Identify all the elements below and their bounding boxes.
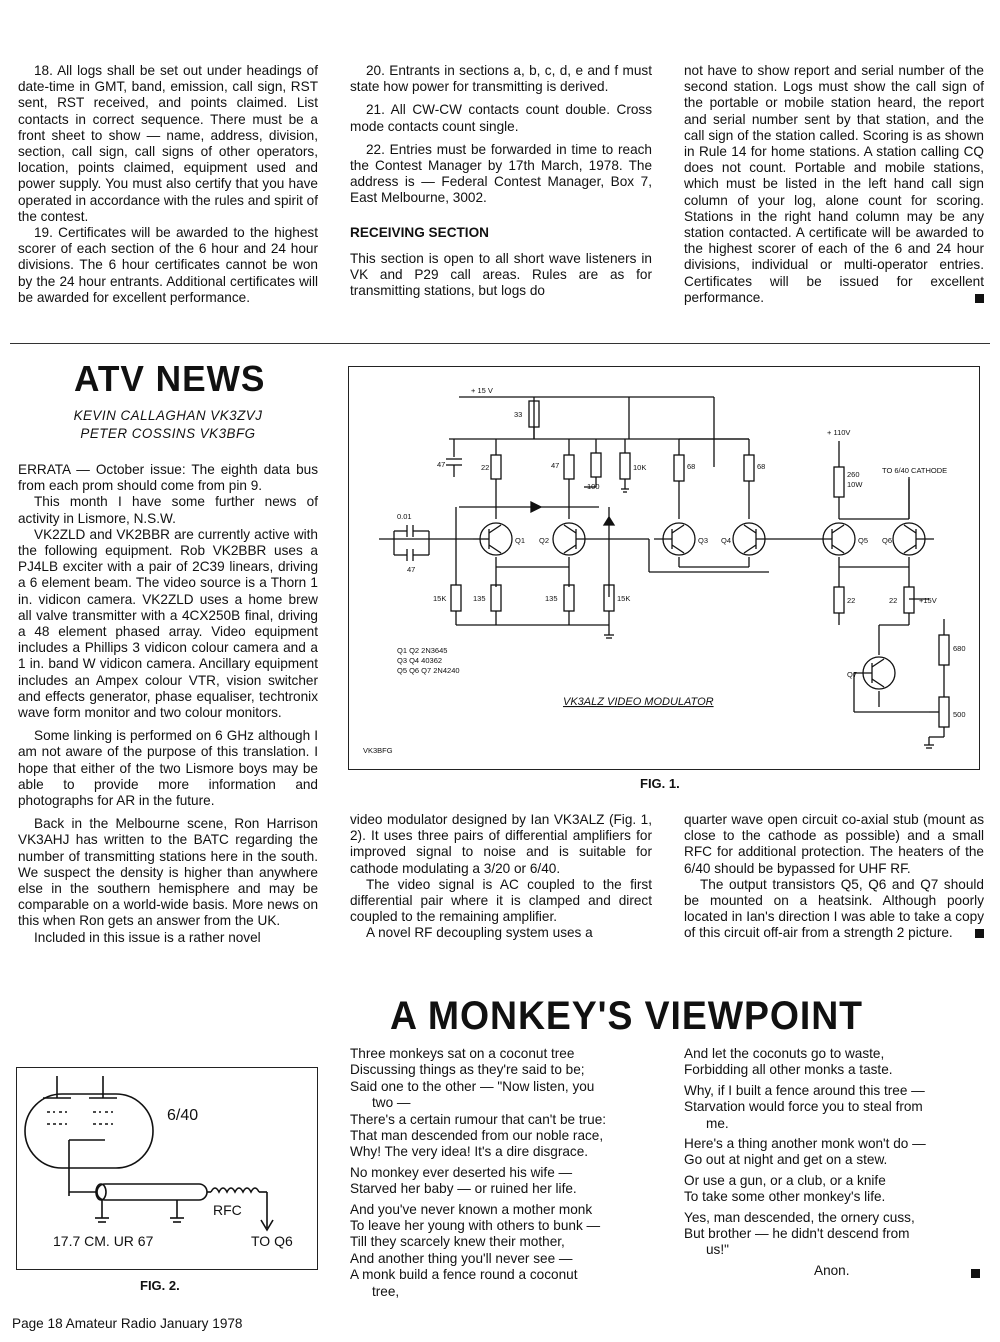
label-r15kb: 15K bbox=[617, 594, 631, 603]
schematic-title: VK3ALZ VIDEO MODULATOR bbox=[563, 696, 714, 708]
poem-stanza bbox=[350, 1165, 655, 1198]
atv-paragraph: The output transistors Q5, Q6 and Q7 should be mounted on a heatsink. Although poorly located in Ian's direction I was able to take a copy of this circuit off-air from a strength 2 picture. bbox=[684, 876, 984, 941]
atv-paragraph: Included in this issue is a rather novel bbox=[34, 929, 261, 945]
monkey-viewpoint-title: A MONKEY'S VIEWPOINT bbox=[390, 994, 863, 1038]
poem-stanza bbox=[684, 1083, 984, 1132]
atv-news-title: ATV NEWS bbox=[74, 358, 266, 399]
label-q1: Q1 bbox=[515, 536, 526, 545]
poem-line: two — bbox=[372, 1095, 411, 1111]
label-q4: Q4 bbox=[721, 536, 732, 545]
poem-stanza bbox=[350, 1046, 655, 1161]
poem-signature: Anon. bbox=[814, 1262, 850, 1278]
poem-line: Discussing things as they're said to be; bbox=[350, 1062, 585, 1078]
transistor-q5 bbox=[814, 523, 855, 555]
label-r135b: 135 bbox=[545, 594, 558, 603]
poem-signature-row bbox=[684, 1263, 984, 1281]
poem-stanza bbox=[684, 1173, 984, 1206]
parts-list-line-3: Q5 Q6 Q7 2N4240 bbox=[397, 666, 460, 675]
label-r33: 33 bbox=[514, 410, 523, 419]
rf-decoupling-diagram bbox=[17, 1068, 316, 1268]
rfc-label: RFC bbox=[213, 1202, 242, 1218]
poem-line: But brother — he didn't descend from bbox=[684, 1226, 910, 1242]
parts-list-line-2: Q3 Q4 40362 bbox=[397, 656, 443, 665]
end-mark-icon bbox=[975, 294, 984, 303]
poem-line: To take some other monkey's life. bbox=[684, 1189, 886, 1205]
resistor-10k bbox=[620, 453, 630, 479]
poem-line: Here's a thing another monk won't do — bbox=[684, 1136, 926, 1152]
atv-paragraph: VK2ZLD and VK2BBR are currently active with the following equipment. Rob VK2BBR uses a PJ4LB exciter with a pair of 2C39 linears, driving a 6 element beam. The video source is a Thorn 1 in. vidicon camera. VK2ZLD uses a home brew all valve transmitter with a 4CX250B final, driving a 48 element phased array. Video equipment includes a Phillips 3 vidicon colour camera and a 1 in. band W vidicon camera. Ancillary equipment includes an Ampex colour VTR, vision switcher and effects generator, phase equaliser, techtronix wave form monitor and two colour monitors. bbox=[18, 526, 318, 721]
label-r22a: 22 bbox=[481, 463, 490, 472]
poem-line: tree, bbox=[372, 1283, 400, 1299]
end-mark-icon bbox=[971, 1269, 980, 1278]
transistor-q7 bbox=[854, 657, 895, 689]
rules-column-1 bbox=[18, 63, 318, 306]
cable-label: 17.7 CM. UR 67 bbox=[53, 1233, 154, 1249]
transistor-q4 bbox=[733, 523, 774, 555]
poem-stanza bbox=[684, 1136, 984, 1169]
poem-line: Starvation would force you to steal from bbox=[684, 1099, 923, 1115]
label-r260: 260 bbox=[847, 470, 860, 479]
resistor-22-c bbox=[904, 587, 914, 613]
label-plus-15v: + 15 V bbox=[471, 386, 493, 395]
label-q5: Q5 bbox=[858, 536, 869, 545]
label-r22c: 22 bbox=[889, 596, 898, 605]
label-r15ka: 15K bbox=[433, 594, 447, 603]
label-q7: Q7 bbox=[847, 670, 858, 679]
label-c47a: 47 bbox=[437, 460, 446, 469]
atv-column-2 bbox=[350, 812, 652, 942]
supply-rail bbox=[449, 397, 749, 467]
rule-22: 22. Entries must be forwarded in time to reach the Contest Manager by 17th March, 1978. The address is — Federal Contest Manager, Box 7, East Melbourne, 3002. bbox=[350, 141, 652, 206]
label-r680: 680 bbox=[953, 644, 966, 653]
poem-line: And another thing you'll never see — bbox=[350, 1250, 573, 1266]
atv-column-3 bbox=[684, 812, 984, 942]
rule-21: 21. All CW-CW contacts count double. Cross mode contacts count single. bbox=[350, 102, 652, 134]
poem-line: me. bbox=[706, 1115, 729, 1131]
label-c47b: 47 bbox=[407, 565, 416, 574]
poem-line: No monkey ever deserted his wife — bbox=[350, 1164, 573, 1180]
poem-line: Till they scarcely knew their mother, bbox=[350, 1234, 565, 1250]
rules-column-2 bbox=[350, 63, 652, 299]
rules-column-3 bbox=[684, 63, 984, 306]
poem-column-2 bbox=[684, 1046, 984, 1281]
figure-1-caption: FIG. 1. bbox=[640, 776, 680, 791]
poem-line: Said one to the other — "Now listen, you bbox=[350, 1078, 595, 1094]
label-q3: Q3 bbox=[698, 536, 709, 545]
to-q6-label: TO Q6 bbox=[251, 1233, 293, 1249]
atv-paragraph: Back in the Melbourne scene, Ron Harrison VK3AHJ has written to the BATC regarding the number of transmitting stations here in the south. We suspect the density is higher than anywhere else in the southern hemisphere and may be comparable on a world-wide basis. More news on this when Ron gets an answer from the UK. bbox=[18, 816, 318, 929]
atv-paragraph: A novel RF decoupling system uses a bbox=[366, 925, 593, 941]
resistor-22-b bbox=[834, 587, 844, 613]
label-plus-15v-b: +15V bbox=[919, 596, 937, 605]
label-r68a: 68 bbox=[687, 462, 696, 471]
author-peter-cossins: PETER COSSINS VK3BFG bbox=[80, 426, 256, 441]
figure-2-box bbox=[16, 1067, 318, 1270]
label-r22b: 22 bbox=[847, 596, 856, 605]
resistor-680 bbox=[939, 635, 949, 665]
resistor-500 bbox=[939, 697, 949, 727]
poem-line: Starved her baby — or ruined her life. bbox=[350, 1181, 577, 1197]
atv-paragraph: The video signal is AC coupled to the first differential pair where it is clamped and direct coupled to the remaining amplifier. bbox=[350, 876, 652, 925]
receiving-section-text: This section is open to all short wave listeners in VK and P29 call areas. Rules are as for transmitting stations, but logs do bbox=[350, 250, 652, 299]
poem-line: To leave her young with others to bunk — bbox=[350, 1218, 601, 1234]
poem-line: Or use a gun, or a club, or a knife bbox=[684, 1172, 886, 1188]
transistor-q1 bbox=[473, 523, 512, 555]
poem-line: There's a certain rumour that can't be true: bbox=[350, 1111, 607, 1127]
poem-line: Three monkeys sat on a coconut tree bbox=[350, 1046, 575, 1061]
receiving-section-heading: RECEIVING SECTION bbox=[350, 224, 489, 240]
poem-line: Forbidding all other monks a taste. bbox=[684, 1062, 893, 1078]
poem-line: And you've never known a mother monk bbox=[350, 1201, 593, 1217]
label-q6: Q6 bbox=[882, 536, 893, 545]
resistor-100 bbox=[591, 453, 601, 477]
atv-paragraph: Some linking is performed on 6 GHz although I am not aware of the purpose of this translation. I hope that either of the two Lismore boys may be able to provide more information and photographs for AR in the future. bbox=[18, 728, 318, 809]
resistor-68-b bbox=[744, 455, 754, 481]
author-kevin-callaghan: KEVIN CALLAGHAN VK3ZVJ bbox=[73, 408, 263, 423]
label-r100: 100 bbox=[587, 482, 600, 491]
resistor-135 bbox=[491, 585, 501, 611]
atv-column-1 bbox=[18, 462, 318, 946]
valve-6-40 bbox=[25, 1076, 153, 1168]
poem-stanza bbox=[684, 1046, 984, 1079]
resistor-22 bbox=[491, 455, 501, 479]
atv-paragraph: quarter wave open circuit co-axial stub (mount as close to the cathode as possible) and a small RFC for additional protection. The heaters of the 6/40 should be bypassed for UHF RF. bbox=[684, 812, 984, 876]
label-r135a: 135 bbox=[473, 594, 486, 603]
end-mark-icon bbox=[975, 929, 984, 938]
valve-label: 6/40 bbox=[167, 1107, 199, 1124]
poem-line: And let the coconuts go to waste, bbox=[684, 1046, 885, 1061]
poem-line: Why! The very idea! It's a dire disgrace. bbox=[350, 1144, 589, 1160]
rule-19: 19. Certificates will be awarded to the highest scorer of each section of the 6 hour and 24 hour divisions. The 6 hour certificates cannot be won by the 24 hour entrants. Additional certificates will be awarded for excellent performance. bbox=[18, 225, 318, 305]
errata-paragraph: ERRATA — October issue: The eighth data bus from each prom should come from pin 9. bbox=[18, 462, 318, 494]
label-r10k: 10K bbox=[633, 463, 647, 472]
atv-paragraph: This month I have some further news of activity in Lismore, N.S.W. bbox=[18, 494, 318, 526]
poem-line: us!" bbox=[706, 1242, 729, 1258]
poem-line: That man descended from our noble race, bbox=[350, 1128, 604, 1144]
page-footer: Page 18 Amateur Radio January 1978 bbox=[12, 1316, 243, 1331]
label-to-cathode: TO 6/40 CATHODE bbox=[882, 466, 948, 475]
label-r68b: 68 bbox=[757, 462, 766, 471]
label-q2: Q2 bbox=[539, 536, 550, 545]
receiving-section-continued: not have to show report and serial number of the second station. Logs must show the call sign of the portable or mobile station heard, the report and serial number sent by that station, and the call sign of the station called. Scoring is as shown in Rule 14 for home stations. A station calling CQ does not count. Portable and mobile stations, which must be listed in the left hand call sign column of your log, alone count for scoring. Stations in the right hand column may be any station contacted. A certificate will be awarded to the highest scorer of each of the 6 and 24 hour divisions, individual or multi-operator entries. Certificates will be issued for excellent performance. bbox=[684, 63, 984, 305]
poem-line: Why, if I built a fence around this tree — bbox=[684, 1082, 925, 1098]
label-r500: 500 bbox=[953, 710, 966, 719]
label-plus-110v: + 110V bbox=[827, 428, 851, 437]
transistor-q2 bbox=[553, 523, 594, 555]
poem-stanza bbox=[684, 1210, 984, 1259]
transistor-q3 bbox=[654, 523, 695, 555]
figure-2-caption: FIG. 2. bbox=[140, 1278, 180, 1293]
label-r10w: 10W bbox=[847, 480, 863, 489]
resistor-47 bbox=[564, 455, 574, 479]
resistor-260 bbox=[834, 467, 844, 497]
resistor-15k bbox=[451, 585, 461, 611]
poem-line: Go out at night and get on a stew. bbox=[684, 1152, 888, 1168]
poem-line: A monk build a fence round a coconut bbox=[350, 1267, 578, 1283]
poem-stanza bbox=[350, 1202, 655, 1300]
label-c001: 0.01 bbox=[397, 512, 412, 521]
resistor-135-b bbox=[564, 585, 574, 611]
poem-line: Yes, man descended, the ornery cuss, bbox=[684, 1209, 915, 1225]
figure-credit: VK3BFG bbox=[363, 746, 393, 755]
rule-18: 18. All logs shall be set out under headings of date-time in GMT, band, emission, call sign, RST sent, RST received, and points claimed. List contacts in correct sequence. There must be a front sheet to show — name, address, division, section, call sign, call signs of other operators, location, points claimed, equipment used and power supply. You must also certify that you have operated in accordance with the rules and spirit of the contest. bbox=[18, 63, 318, 224]
rule-20: 20. Entrants in sections a, b, c, d, e and f must state how power for transmitting is derived. bbox=[350, 63, 652, 95]
coaxial-stub bbox=[69, 1184, 207, 1200]
transistor-q6 bbox=[893, 523, 934, 555]
atv-paragraph: video modulator designed by Ian VK3ALZ (Fig. 1, 2). It uses three pairs of differential amplifiers for improved signal to noise and is suitable for cathode modulating a 3/20 or 6/40. bbox=[350, 812, 652, 876]
figure-1-box bbox=[348, 366, 980, 770]
video-modulator-schematic bbox=[349, 367, 978, 768]
parts-list-line-1: Q1 Q2 2N3645 bbox=[397, 646, 448, 655]
resistor-68 bbox=[674, 455, 684, 481]
label-r47: 47 bbox=[551, 461, 560, 470]
section-divider bbox=[10, 343, 990, 344]
poem-column-1 bbox=[350, 1046, 655, 1304]
